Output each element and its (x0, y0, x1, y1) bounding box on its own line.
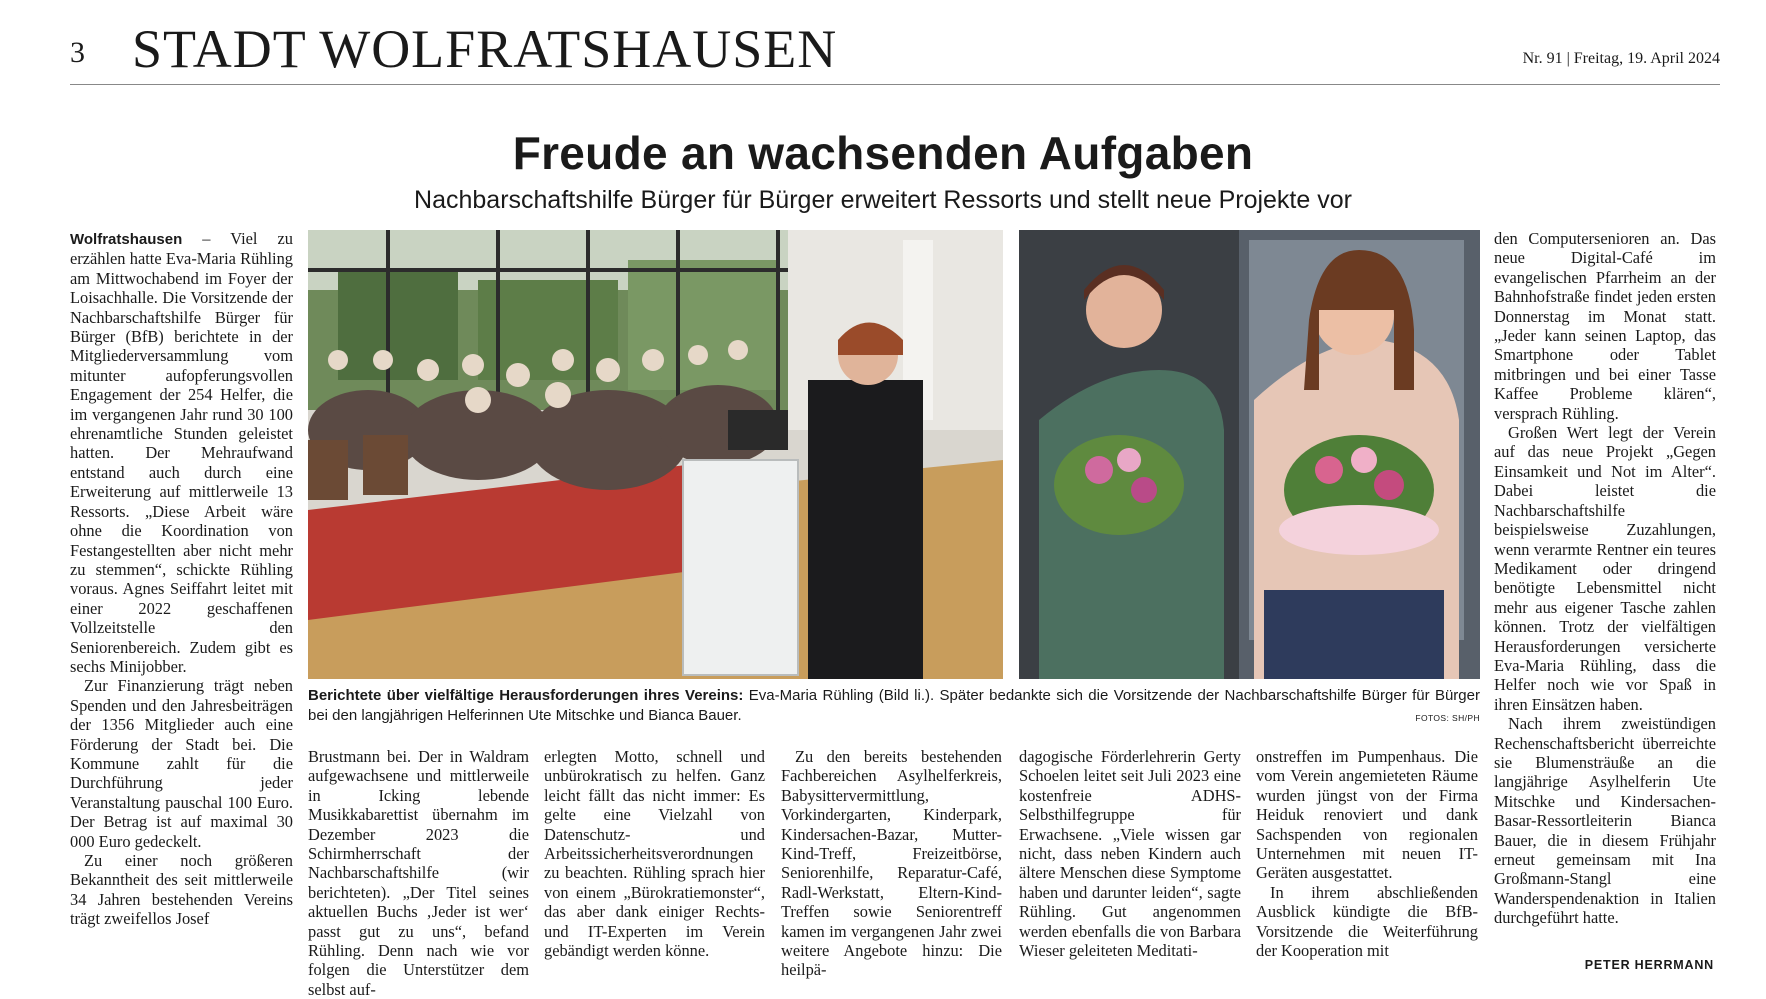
header-divider (70, 84, 1720, 85)
article-paragraph: Nach ihrem zweistündigen Rechenschaftsbericht überreichte sie Blumensträuße an die langjährige Asylhelferin Ute Mitschke und Kindersachen-Basar-Ressortleiterin Bianca Bauer, die in diesem Frühjahr erneut gemeinsam mit Ina Großmann-Stangl eine Wanderspendenaktion in Italien durchgeführt hatte. (1494, 714, 1716, 928)
article-paragraph: Wolfratshausen – Viel zu erzählen hatte Eva-Maria Rühling am Mittwochabend im Foyer der Loisachhalle. Die Vorsitzende der Nachbarschaftshilfe Bürger für Bürger (BfB) berichtete in der Mitgliederversammlung vom mitunter aufopferungsvollen Engagement der 254 Helfer, die im vergangenen Jahr rund 30 100 ehrenamtliche Stunden geleistet hatten. Der Mehraufwand entstand auch durch eine Erweiterung auf mittlerweile 13 Ressorts. „Diese Arbeit wäre ohne die Koordination von Festangestellten aber nicht mehr zu stemmen“, schickte Rühling voraus. Agnes Seiffahrt leitet mit einer 2022 geschaffenen Vollzeitstelle den Seniorenbereich. Zudem gibt es sechs Minijobber. (70, 229, 293, 676)
article-column-6 (1256, 747, 1478, 960)
article-subheadline: Nachbarschaftshilfe Bürger für Bürger erweitert Ressorts und stellt neue Projekte vor (414, 186, 1352, 214)
article-paragraph: erlegten Motto, schnell und unbürokratisch zu helfen. Ganz leicht fällt das nicht immer: Es gelte eine Vielzahl von Datenschutz- und Arbeitssicherheitsverordnungen zu beachten. Rühling sprach hier von einem „Bürokratiemonster“, das aber dank einiger Rechts- und IT-Experten im Verein gebändigt werden könne. (544, 747, 765, 961)
event-photo (308, 230, 1003, 679)
page-header (70, 14, 1720, 86)
issue-info: Nr. 91 | Freitag, 19. April 2024 (1522, 50, 1720, 67)
photo-credit: FOTOS: SH/PH (1415, 713, 1480, 723)
article-column-2 (308, 747, 529, 999)
article-column-3 (544, 747, 765, 960)
photo-caption (308, 686, 1480, 726)
article-paragraph: Zur Finanzierung trägt neben Spenden und den Jahresbeiträgen der 1356 Mitglieder auch eine Förderung der Stadt bei. Die Kommune zahlt für die Durchführung jeder Veranstaltung pauschal 100 Euro. Der Betrag ist auf maximal 30 000 Euro gedeckelt. (70, 676, 293, 851)
article-paragraph: Brustmann bei. Der in Waldram aufgewachsene und mittlerweile in Icking lebende Musikkabarettist übernahm im Dezember 2023 die Schirmherrschaft der Nachbarschaftshilfe (wir berichteten). „Der Titel seines aktuellen Buchs ‚Jeder ist wer‘ passt gut zu uns“, befand Rühling. Denn nach wie vor folgen die Unterstützer dem selbst auf- (308, 747, 529, 999)
article-paragraph: den Computersenioren an. Das neue Digital-Café im evangelischen Pfarrheim an der Bahnhofstraße findet jeden ersten Donnerstag im Monat statt. „Jeder kann seinen Laptop, das Smartphone oder Tablet mitbringen und bei einer Tasse Kaffee Probleme klären“, versprach Rühling. (1494, 229, 1716, 423)
article-paragraph: Zu den bereits bestehenden Fachbereichen Asylhelferkreis, Babysittervermittlung, Vorkindergarten, Kinderpark, Kindersachen-Bazar, Mutter-Kind-Treff, Freizeitbörse, Seniorenhilfe, Reparatur-Café, Radl-Werkstatt, Eltern-Kind-Treffen sowie Seniorentreff kamen im vergangenen Jahr zwei weitere Angebote hinzu: Die heilpä- (781, 747, 1002, 980)
article-paragraph: Zu einer noch größeren Bekanntheit des seit mittlerweile 34 Jahren bestehenden Vereins trägt zweifellos Josef (70, 851, 293, 929)
article-column-4 (781, 747, 1002, 980)
article-column-1 (70, 229, 293, 929)
section-title: STADT WOLFRATSHAUSEN (132, 19, 838, 79)
caption-lead: Berichtete über vielfältige Herausforderungen ihres Vereins: (308, 687, 744, 704)
page-number: 3 (70, 36, 85, 69)
article-paragraph: onstreffen im Pumpenhaus. Die vom Verein angemieteten Räume wurden jüngst von der Firma Heiduk renoviert und dank Sachspenden von regionalen Unternehmen mit neuen IT-Geräten ausgestattet. (1256, 747, 1478, 883)
award-photo (1019, 230, 1480, 679)
article-column-5 (1019, 747, 1241, 960)
article-paragraph: In ihrem abschließenden Ausblick kündigte die BfB-Vorsitzende die Weiterführung der Kooperation mit (1256, 882, 1478, 961)
article-paragraph: dagogische Förderlehrerin Gerty Schoelen leitet seit Juli 2023 eine kostenfreie ADHS-Selbsthilfegruppe für Erwachsene. „Viele wissen gar nicht, dass neben Kindern auch ältere Menschen diese Symptome haben und darunter leiden“, sagte Rühling. Gut angenommen werden ebenfalls die von Barbara Wieser geleiteten Meditati- (1019, 747, 1241, 961)
article-column-7 (1494, 229, 1716, 928)
article-headline: Freude an wachsenden Aufgaben (512, 127, 1254, 179)
article-paragraph: Großen Wert legt der Verein auf das neue Projekt „Gegen Einsamkeit und Not im Alter“. Dabei leistet die Nachbarschaftshilfe beispielsweise Zuzahlungen, wenn verarmte Rentner ein teures Medikament oder dringend benötigte Lebensmittel nicht mehr aus eigener Tasche zahlen können. Trotz der vielfältigen Herausforderungen versicherte Eva-Maria Rühling, dass die Helfer noch wie vor Spaß in ihren Einsätzen haben. (1494, 423, 1716, 714)
caption-text: Eva-Maria Rühling (Bild li.). Später bedankte sich die Vorsitzende der Nachbarschaftshilfe Bürger für Bürger bei den langjährigen Helferinnen Ute Mitschke und Bianca Bauer. (308, 687, 1480, 724)
dateline: Wolfratshausen (70, 231, 183, 248)
author-byline: PETER HERRMANN (1584, 958, 1714, 972)
